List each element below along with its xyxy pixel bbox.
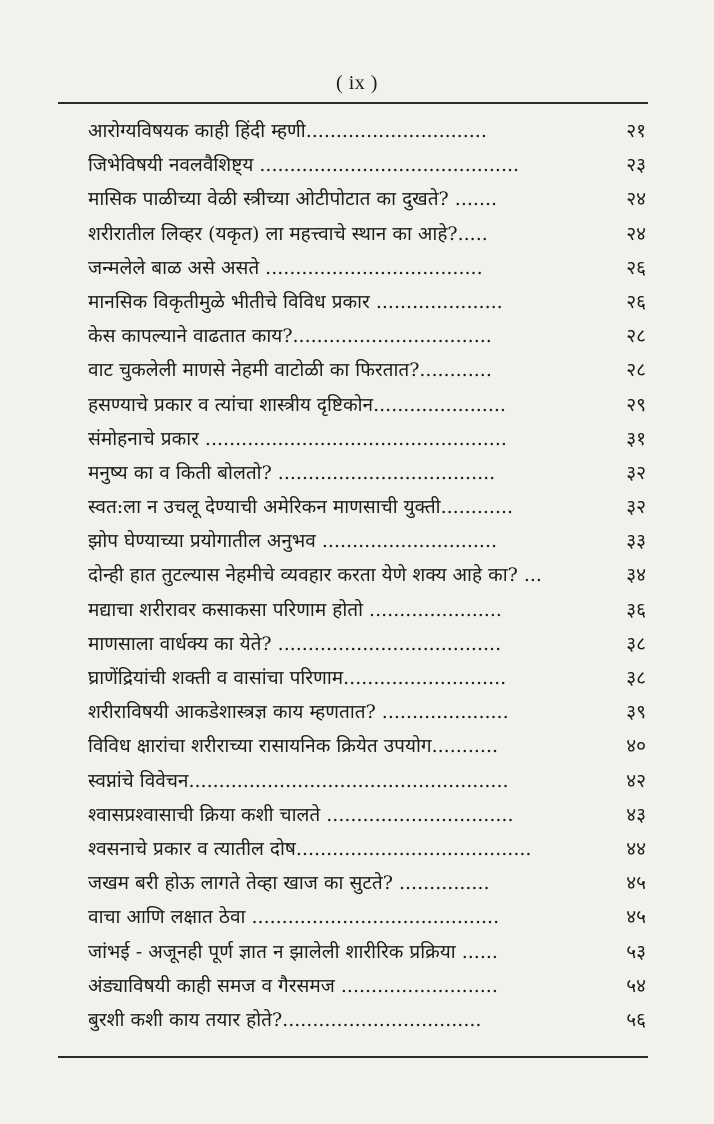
toc-entry-page: ३९	[626, 701, 646, 724]
toc-entry	[88, 593, 648, 627]
toc-entry-page: ३३	[626, 530, 646, 553]
toc-entry-page: ३८	[626, 632, 646, 655]
toc-entry	[88, 558, 648, 592]
toc-entry	[88, 217, 648, 251]
toc-entry	[88, 524, 648, 558]
toc-entry	[88, 490, 648, 524]
toc-entry-title: अंड्याविषयी काही समज व गैरसमज ..........................	[88, 974, 498, 997]
toc-entry-page: ४५	[626, 872, 646, 895]
toc-entry-page: ३२	[626, 496, 646, 519]
toc-entry	[88, 661, 648, 695]
toc-entry-title: श्वसनाचे प्रकार व त्यातील दोष.......................................	[88, 837, 532, 860]
toc-entry	[88, 182, 648, 216]
toc-entry	[88, 764, 648, 798]
toc-entry	[88, 627, 648, 661]
toc-entry-page: ४५	[626, 906, 646, 929]
toc-entry-page: २३	[626, 154, 646, 177]
toc-entry	[88, 969, 648, 1003]
toc-entry-title: स्वत:ला न उचलू देण्याची अमेरिकन माणसाची युक्ती............	[88, 496, 514, 519]
toc-entry	[88, 388, 648, 422]
toc-entry-title: केस कापल्याने वाढतात काय?.................................	[88, 325, 492, 348]
toc-entry-page: ५४	[626, 974, 646, 997]
bottom-divider	[58, 1056, 648, 1058]
toc-entry-title: दोन्ही हात तुटल्यास नेहमीचे व्यवहार करता येणे शक्य आहे का? ...	[88, 564, 542, 587]
toc-entry	[88, 251, 648, 285]
toc-entry-title: मानसिक विकृतीमुळे भीतीचे विविध प्रकार .....................	[88, 290, 503, 313]
toc-entry-title: जिभेविषयी नवलवैशिष्ट्य ...........................................	[88, 154, 520, 177]
toc-entry-page: ३४	[626, 564, 646, 587]
toc-entry-page: ४३	[626, 803, 646, 826]
toc-entry-page: ४२	[626, 769, 646, 792]
toc-entry-page: ५३	[626, 940, 646, 963]
toc-entry	[88, 456, 648, 490]
toc-entry-title: मनुष्य का व किती बोलतो? ....................................	[88, 461, 496, 484]
toc-entry-page: २६	[626, 256, 646, 279]
toc-entry-title: शरीराविषयी आकडेशास्त्रज्ञ काय म्हणतात? .....................	[88, 701, 509, 724]
toc-entry-title: आरोग्यविषयक काही हिंदी म्हणी..............................	[88, 120, 487, 142]
toc-entry	[88, 798, 648, 832]
toc-entry	[88, 114, 648, 148]
toc-entry-title: श्वासप्रश्वासाची क्रिया कशी चालते ...............................	[88, 803, 514, 826]
toc-entry-page: २८	[626, 359, 646, 382]
toc-entry	[88, 319, 648, 353]
toc-entry-title: मासिक पाळीच्या वेळी स्त्रीच्या ओटीपोटात का दुखते? .......	[88, 188, 498, 211]
toc-entry	[88, 832, 648, 866]
toc-entry-page: ३८	[626, 667, 646, 689]
toc-entry	[88, 935, 648, 969]
toc-entry	[88, 729, 648, 763]
toc-entry	[88, 148, 648, 182]
toc-entry	[88, 900, 648, 934]
toc-entry-title: वाचा आणि लक्षात ठेवा .........................................	[88, 906, 500, 929]
toc-entry	[88, 285, 648, 319]
toc-entry-title: जखम बरी होऊ लागते तेव्हा खाज का सुटते? ...............	[88, 872, 490, 895]
toc-entry-page: २८	[626, 325, 646, 348]
toc-entry	[88, 353, 648, 387]
toc-entry-title: झोप घेण्याच्या प्रयोगातील अनुभव .............................	[88, 530, 498, 553]
toc-entry-page: २१	[626, 120, 646, 142]
toc-entry	[88, 422, 648, 456]
toc-entry-page: ४०	[626, 735, 646, 758]
toc-entry-page: ३२	[626, 461, 646, 484]
toc-entry-page: २६	[626, 290, 646, 313]
toc-entry-title: जन्मलेले बाळ असे असते ....................................	[88, 256, 483, 279]
toc-entry	[88, 1003, 648, 1037]
toc-entry	[88, 866, 648, 900]
top-divider	[58, 102, 648, 104]
toc-entry-title: जांभई - अजूनही पूर्ण ज्ञात न झालेली शारीरिक प्रक्रिया ......	[88, 940, 498, 963]
toc-entry-title: वाट चुकलेली माणसे नेहमी वाटोळी का फिरतात?............	[88, 359, 492, 382]
toc-entry-title: शरीरातील लिव्हर (यकृत) ला महत्त्वाचे स्थान का आहे?.....	[88, 222, 488, 245]
toc-entry-title: माणसाला वार्धक्य का येते? .....................................	[88, 632, 502, 655]
toc-entry-title: स्वप्नांचे विवेचन.....................................................	[88, 769, 509, 792]
toc-entry-title: विविध क्षारांचा शरीराच्या रासायनिक क्रियेत उपयोग...........	[88, 735, 499, 758]
toc-entry-page: ५६	[626, 1008, 646, 1031]
toc-entry-title: संमोहनाचे प्रकार ..................................................	[88, 427, 507, 450]
toc-entry-title: बुरशी कशी काय तयार होते?.................................	[88, 1008, 482, 1031]
toc-entry-page: ३१	[626, 427, 646, 450]
table-of-contents	[88, 114, 648, 1037]
toc-entry-page: २४	[626, 222, 646, 245]
toc-entry-title: मद्याचा शरीरावर कसाकसा परिणाम होतो ......................	[88, 598, 502, 621]
toc-entry-page: २९	[626, 393, 646, 416]
toc-entry	[88, 695, 648, 729]
page-number: ( ix )	[336, 72, 378, 94]
toc-entry-title: घ्राणेंद्रियांची शक्ती व वासांचा परिणाम...........................	[88, 667, 507, 689]
toc-entry-page: २४	[626, 188, 646, 211]
toc-entry-page: ४४	[626, 837, 646, 860]
toc-entry-title: हसण्याचे प्रकार व त्यांचा शास्त्रीय दृष्टिकोन......................	[88, 393, 506, 416]
toc-entry-page: ३६	[626, 598, 646, 621]
